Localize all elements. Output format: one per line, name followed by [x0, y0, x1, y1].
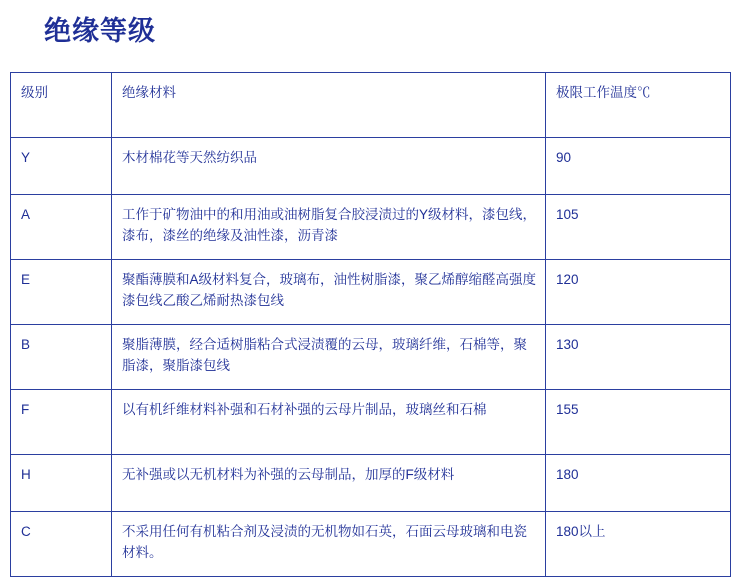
cell-temperature: 180以上	[546, 512, 731, 577]
cell-temperature: 105	[546, 195, 731, 260]
table-row	[11, 325, 731, 390]
cell-temperature: 155	[546, 390, 731, 455]
column-header-temperature: 极限工作温度℃	[546, 73, 731, 138]
cell-material: 聚脂薄膜，经合适树脂粘合式浸渍覆的云母，玻璃纤维，石棉等，聚脂漆，聚脂漆包线	[112, 325, 546, 390]
cell-grade: Y	[11, 138, 112, 195]
column-header-grade: 级别	[11, 73, 112, 138]
cell-material: 不采用任何有机粘合剂及浸渍的无机物如石英，石面云母玻璃和电瓷材料。	[112, 512, 546, 577]
table-row	[11, 260, 731, 325]
insulation-grade-table	[10, 72, 731, 577]
cell-temperature: 90	[546, 138, 731, 195]
table-row	[11, 455, 731, 512]
cell-grade: A	[11, 195, 112, 260]
page-title: 绝缘等级	[44, 16, 156, 46]
table-header-row	[11, 73, 731, 138]
cell-grade: E	[11, 260, 112, 325]
cell-material: 木材棉花等天然纺织品	[112, 138, 546, 195]
cell-temperature: 130	[546, 325, 731, 390]
table-row	[11, 195, 731, 260]
table-row	[11, 390, 731, 455]
column-header-material: 绝缘材料	[112, 73, 546, 138]
cell-temperature: 180	[546, 455, 731, 512]
cell-temperature: 120	[546, 260, 731, 325]
cell-material: 无补强或以无机材料为补强的云母制品，加厚的F级材料	[112, 455, 546, 512]
cell-grade: H	[11, 455, 112, 512]
cell-material: 工作于矿物油中的和用油或油树脂复合胶浸渍过的Y级材料，漆包线，漆布，漆丝的绝缘及油性漆，沥青漆	[112, 195, 546, 260]
cell-material: 以有机纤维材料补强和石材补强的云母片制品，玻璃丝和石棉	[112, 390, 546, 455]
cell-material: 聚酯薄膜和A级材料复合，玻璃布，油性树脂漆，聚乙烯醇缩醛高强度漆包线乙酸乙烯耐热漆包线	[112, 260, 546, 325]
cell-grade: F	[11, 390, 112, 455]
table-body	[11, 138, 731, 577]
table-header	[11, 73, 731, 138]
table-row	[11, 138, 731, 195]
cell-grade: B	[11, 325, 112, 390]
cell-grade: C	[11, 512, 112, 577]
table-row	[11, 512, 731, 577]
insulation-grade-table-container	[10, 72, 730, 577]
